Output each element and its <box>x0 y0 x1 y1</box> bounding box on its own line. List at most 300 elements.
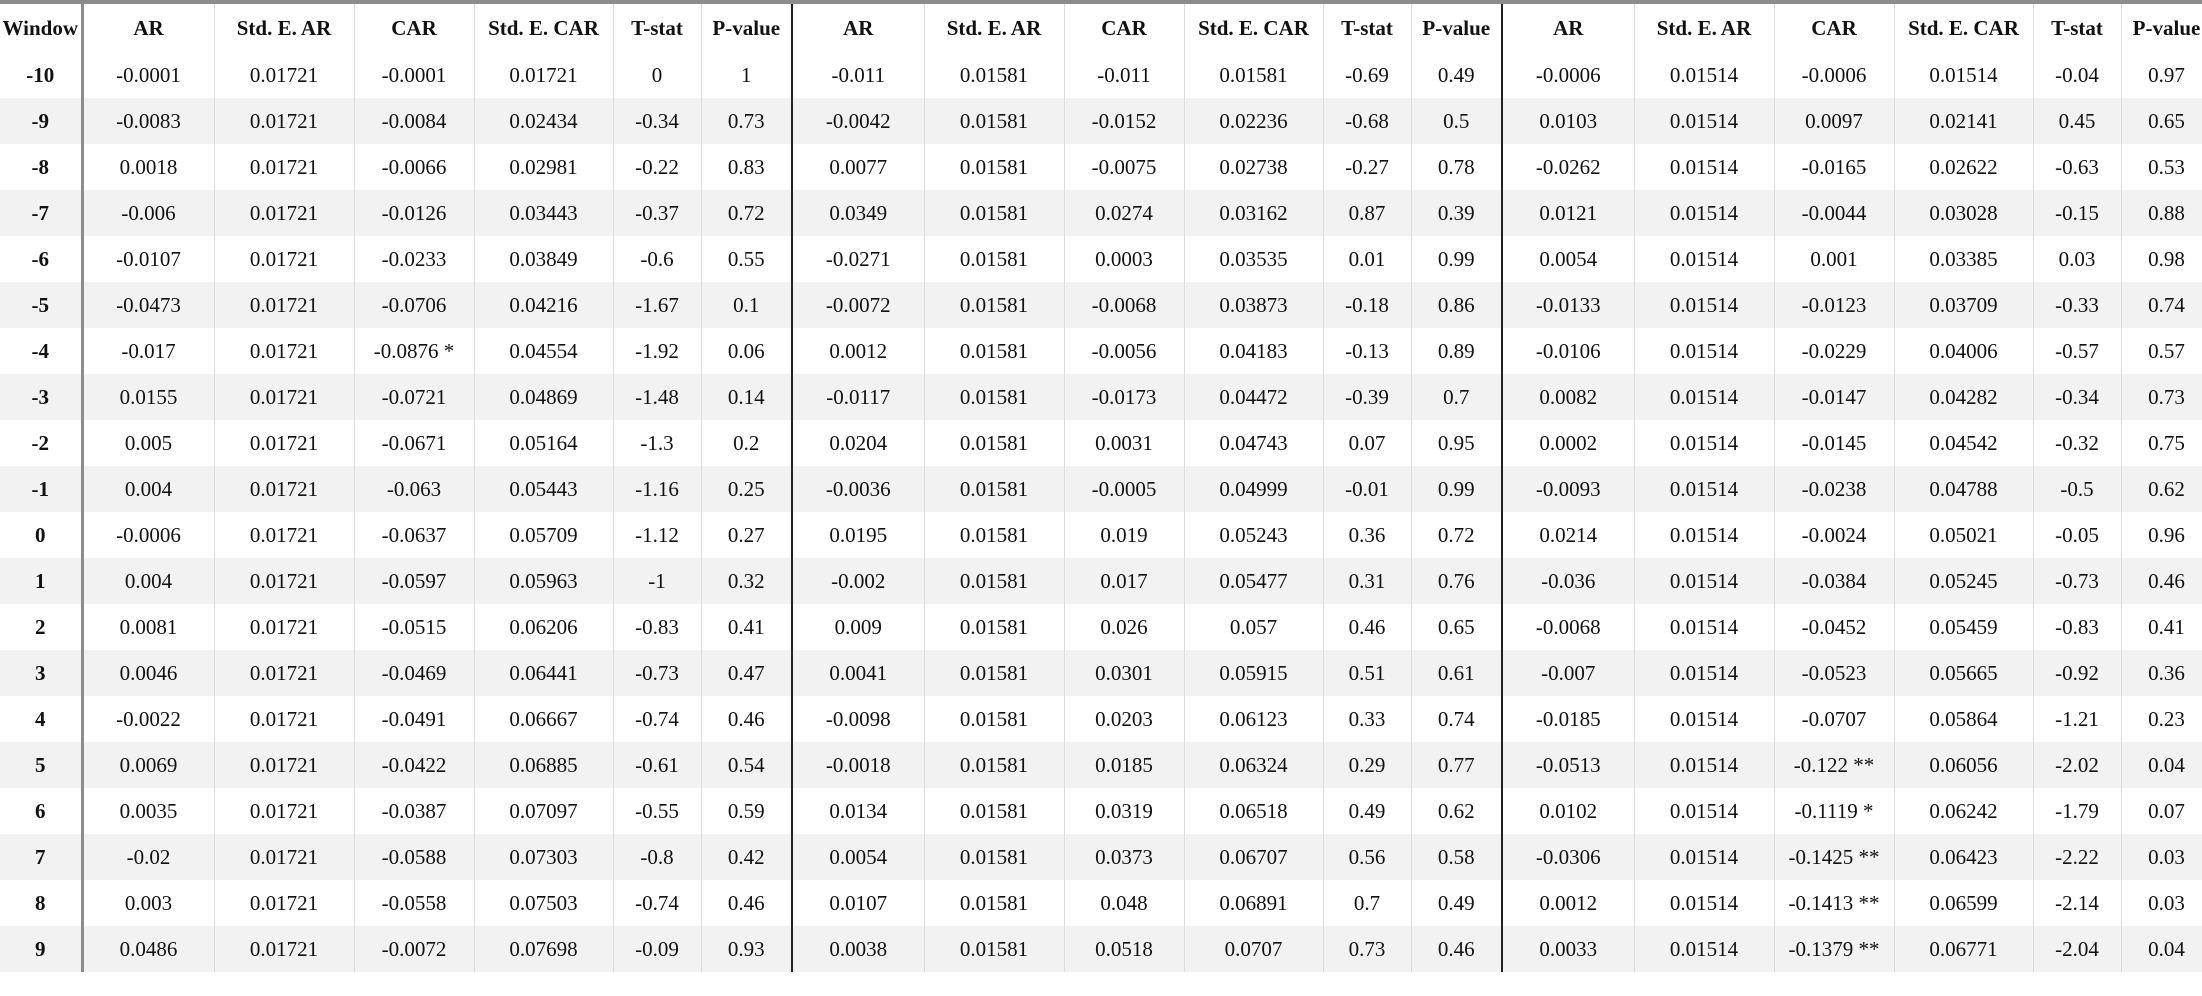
table-cell: 0.05443 <box>474 466 613 512</box>
table-cell: -0.0515 <box>354 604 474 650</box>
table-cell: -0.0229 <box>1774 328 1894 374</box>
table-cell: -0.39 <box>1323 374 1411 420</box>
table-cell: 0.057 <box>1184 604 1323 650</box>
table-row <box>0 144 2202 190</box>
table-cell: -0.0001 <box>82 52 214 98</box>
header-row <box>0 4 2202 52</box>
table-cell: -0.0262 <box>1502 144 1634 190</box>
header-p-value-g2: P-value <box>1411 4 1502 52</box>
table-cell: -0.1413 ** <box>1774 880 1894 926</box>
table-cell: -1.79 <box>2033 788 2121 834</box>
table-cell: 0.74 <box>1411 696 1502 742</box>
window-cell: 9 <box>0 926 82 972</box>
table-cell: 0.05915 <box>1184 650 1323 696</box>
table-cell: 0.05864 <box>1894 696 2033 742</box>
table-cell: -0.011 <box>792 52 924 98</box>
table-cell: 0.83 <box>701 144 792 190</box>
table-cell: 0.06771 <box>1894 926 2033 972</box>
table-cell: 0.05245 <box>1894 558 2033 604</box>
table-row <box>0 52 2202 98</box>
table-cell: 0.7 <box>1411 374 1502 420</box>
table-cell: 0.01721 <box>214 788 354 834</box>
table-cell: 0.04788 <box>1894 466 2033 512</box>
table-cell: 0.04542 <box>1894 420 2033 466</box>
table-cell: -0.007 <box>1502 650 1634 696</box>
table-cell: 0.0033 <box>1502 926 1634 972</box>
table-cell: 0.59 <box>701 788 792 834</box>
header-std-e-car-g1: Std. E. CAR <box>474 4 613 52</box>
table-cell: -0.0022 <box>82 696 214 742</box>
table-cell: -0.002 <box>792 558 924 604</box>
table-cell: -0.55 <box>613 788 701 834</box>
table-cell: 0.55 <box>701 236 792 282</box>
table-cell: 0.01514 <box>1634 742 1774 788</box>
table-cell: 0.41 <box>2121 604 2202 650</box>
table-cell: 0.01581 <box>924 696 1064 742</box>
table-cell: 0.01581 <box>924 282 1064 328</box>
table-cell: 0.003 <box>82 880 214 926</box>
table-cell: 0.0274 <box>1064 190 1184 236</box>
table-cell: -0.0068 <box>1502 604 1634 650</box>
table-cell: 0.54 <box>701 742 792 788</box>
table-cell: 0.01514 <box>1634 834 1774 880</box>
table-cell: -0.57 <box>2033 328 2121 374</box>
table-row <box>0 236 2202 282</box>
table-cell: -0.0384 <box>1774 558 1894 604</box>
table-cell: -0.0106 <box>1502 328 1634 374</box>
header-car-g2: CAR <box>1064 4 1184 52</box>
table-cell: -0.0422 <box>354 742 474 788</box>
table-cell: 0.05243 <box>1184 512 1323 558</box>
table-cell: 0.01721 <box>214 604 354 650</box>
table-cell: -0.6 <box>613 236 701 282</box>
table-cell: -0.0018 <box>792 742 924 788</box>
table-cell: 0.01514 <box>1634 696 1774 742</box>
table-cell: -0.0452 <box>1774 604 1894 650</box>
table-cell: 0.25 <box>701 466 792 512</box>
table-cell: -0.33 <box>2033 282 2121 328</box>
table-cell: 0.01581 <box>924 144 1064 190</box>
table-cell: -0.0706 <box>354 282 474 328</box>
table-row <box>0 190 2202 236</box>
table-cell: 0.96 <box>2121 512 2202 558</box>
window-cell: -2 <box>0 420 82 466</box>
table-cell: 0.46 <box>1411 926 1502 972</box>
table-cell: 0.01514 <box>1634 52 1774 98</box>
table-cell: -2.22 <box>2033 834 2121 880</box>
table-cell: -0.0473 <box>82 282 214 328</box>
table-cell: -0.0671 <box>354 420 474 466</box>
table-cell: -0.0152 <box>1064 98 1184 144</box>
table-cell: 0.01581 <box>924 236 1064 282</box>
table-cell: -0.0123 <box>1774 282 1894 328</box>
header-ar-g2: AR <box>792 4 924 52</box>
table-cell: -2.14 <box>2033 880 2121 926</box>
table-cell: 0.06891 <box>1184 880 1323 926</box>
table-cell: -0.0707 <box>1774 696 1894 742</box>
table-cell: 0.06667 <box>474 696 613 742</box>
table-cell: 0.01721 <box>214 512 354 558</box>
table-cell: 0.23 <box>2121 696 2202 742</box>
table-cell: 0.06206 <box>474 604 613 650</box>
table-cell: -0.0024 <box>1774 512 1894 558</box>
table-cell: -1.3 <box>613 420 701 466</box>
table-row <box>0 696 2202 742</box>
table-cell: 0.05477 <box>1184 558 1323 604</box>
table-cell: 0.56 <box>1323 834 1411 880</box>
table-cell: 0.0349 <box>792 190 924 236</box>
table-cell: 0.048 <box>1064 880 1184 926</box>
table-cell: 0.03443 <box>474 190 613 236</box>
table-cell: -0.0093 <box>1502 466 1634 512</box>
table-cell: 0.86 <box>1411 282 1502 328</box>
window-cell: 2 <box>0 604 82 650</box>
table-cell: 0.32 <box>701 558 792 604</box>
table-cell: 0.02738 <box>1184 144 1323 190</box>
table-cell: 0.49 <box>1411 52 1502 98</box>
event-study-table <box>0 4 2202 972</box>
table-cell: -0.18 <box>1323 282 1411 328</box>
table-cell: -1 <box>613 558 701 604</box>
header-t-stat-g1: T-stat <box>613 4 701 52</box>
table-cell: 0.01581 <box>924 190 1064 236</box>
table-cell: 0.017 <box>1064 558 1184 604</box>
table-cell: 0.01514 <box>1634 98 1774 144</box>
header-std-e-ar-g3: Std. E. AR <box>1634 4 1774 52</box>
table-cell: 0.0035 <box>82 788 214 834</box>
table-cell: -0.0006 <box>1502 52 1634 98</box>
table-cell: 0.01514 <box>1634 190 1774 236</box>
table-cell: 0.61 <box>1411 650 1502 696</box>
table-cell: -0.0005 <box>1064 466 1184 512</box>
window-cell: -1 <box>0 466 82 512</box>
table-row <box>0 834 2202 880</box>
table-cell: 0.01721 <box>214 558 354 604</box>
table-cell: 0.03535 <box>1184 236 1323 282</box>
table-cell: 0.009 <box>792 604 924 650</box>
table-cell: 0.0041 <box>792 650 924 696</box>
table-cell: 0.04216 <box>474 282 613 328</box>
table-cell: -0.0006 <box>1774 52 1894 98</box>
table-cell: 0.03 <box>2121 880 2202 926</box>
table-cell: -0.5 <box>2033 466 2121 512</box>
table-cell: 0.07698 <box>474 926 613 972</box>
table-row <box>0 926 2202 972</box>
table-cell: 0.46 <box>1323 604 1411 650</box>
table-cell: 0.75 <box>2121 420 2202 466</box>
table-cell: 0.01514 <box>1634 604 1774 650</box>
header-p-value-g1: P-value <box>701 4 792 52</box>
table-body <box>0 52 2202 972</box>
header-ar-g3: AR <box>1502 4 1634 52</box>
table-row <box>0 328 2202 374</box>
table-cell: 0.03028 <box>1894 190 2033 236</box>
table-cell: -0.22 <box>613 144 701 190</box>
table-cell: 0.31 <box>1323 558 1411 604</box>
table-cell: 0.0195 <box>792 512 924 558</box>
table-cell: -0.0876 * <box>354 328 474 374</box>
table-cell: 0.02141 <box>1894 98 2033 144</box>
table-cell: -0.09 <box>613 926 701 972</box>
table-cell: -0.73 <box>2033 558 2121 604</box>
table-cell: -0.006 <box>82 190 214 236</box>
table-cell: -0.0513 <box>1502 742 1634 788</box>
table-row <box>0 282 2202 328</box>
table-cell: 0.01721 <box>214 52 354 98</box>
table-cell: -0.0068 <box>1064 282 1184 328</box>
table-cell: 0.01581 <box>924 466 1064 512</box>
header-std-e-ar-g2: Std. E. AR <box>924 4 1064 52</box>
table-cell: -0.0006 <box>82 512 214 558</box>
table-cell: 0.0185 <box>1064 742 1184 788</box>
table-cell: 0.01721 <box>214 880 354 926</box>
table-cell: -0.0072 <box>792 282 924 328</box>
table-cell: 0.27 <box>701 512 792 558</box>
window-cell: 7 <box>0 834 82 880</box>
window-header: Window <box>0 4 82 52</box>
table-cell: -0.83 <box>613 604 701 650</box>
table-cell: 0.01581 <box>924 512 1064 558</box>
table-cell: 0.04554 <box>474 328 613 374</box>
header-car-g1: CAR <box>354 4 474 52</box>
table-cell: 0.53 <box>2121 144 2202 190</box>
table-cell: 0.0214 <box>1502 512 1634 558</box>
table-cell: 0.33 <box>1323 696 1411 742</box>
table-cell: -0.0001 <box>354 52 474 98</box>
header-car-g3: CAR <box>1774 4 1894 52</box>
table-cell: 0.57 <box>2121 328 2202 374</box>
table-cell: 0.2 <box>701 420 792 466</box>
window-cell: 5 <box>0 742 82 788</box>
table-cell: -0.063 <box>354 466 474 512</box>
table-cell: 0.87 <box>1323 190 1411 236</box>
table-cell: 0.0077 <box>792 144 924 190</box>
table-cell: 0.01514 <box>1634 144 1774 190</box>
table-cell: -0.0469 <box>354 650 474 696</box>
table-cell: 0.06324 <box>1184 742 1323 788</box>
table-cell: 0.0518 <box>1064 926 1184 972</box>
window-cell: 8 <box>0 880 82 926</box>
table-row <box>0 512 2202 558</box>
table-cell: 0.07 <box>2121 788 2202 834</box>
table-cell: -0.0066 <box>354 144 474 190</box>
table-cell: 0.01721 <box>474 52 613 98</box>
table-cell: 0.01514 <box>1634 236 1774 282</box>
table-cell: 0.0373 <box>1064 834 1184 880</box>
table-cell: 0.73 <box>1323 926 1411 972</box>
table-row <box>0 788 2202 834</box>
table-cell: 0.04 <box>2121 742 2202 788</box>
table-cell: 0.0319 <box>1064 788 1184 834</box>
table-cell: 0.42 <box>701 834 792 880</box>
table-cell: 0.06 <box>701 328 792 374</box>
table-cell: 0.02622 <box>1894 144 2033 190</box>
table-cell: 0.04183 <box>1184 328 1323 374</box>
table-cell: 0.001 <box>1774 236 1894 282</box>
table-cell: 0 <box>613 52 701 98</box>
table-cell: 0.72 <box>1411 512 1502 558</box>
table-cell: 0.07303 <box>474 834 613 880</box>
table-cell: -0.036 <box>1502 558 1634 604</box>
table-cell: -0.0126 <box>354 190 474 236</box>
window-cell: 4 <box>0 696 82 742</box>
table-cell: 0.88 <box>2121 190 2202 236</box>
table-cell: -0.0098 <box>792 696 924 742</box>
table-cell: -0.0306 <box>1502 834 1634 880</box>
table-cell: 0.76 <box>1411 558 1502 604</box>
table-cell: -0.83 <box>2033 604 2121 650</box>
table-cell: 0.01581 <box>924 742 1064 788</box>
table-cell: 0.03162 <box>1184 190 1323 236</box>
table-cell: -0.0036 <box>792 466 924 512</box>
table-cell: -1.21 <box>2033 696 2121 742</box>
table-cell: 0.01581 <box>1184 52 1323 98</box>
table-cell: -0.1119 * <box>1774 788 1894 834</box>
window-cell: -6 <box>0 236 82 282</box>
table-cell: 0.36 <box>2121 650 2202 696</box>
table-cell: 0.01721 <box>214 650 354 696</box>
table-cell: -0.0558 <box>354 880 474 926</box>
table-cell: 0.0031 <box>1064 420 1184 466</box>
table-cell: 0.01721 <box>214 282 354 328</box>
table-cell: -1.16 <box>613 466 701 512</box>
table-cell: 0.01581 <box>924 420 1064 466</box>
table-cell: 0.01514 <box>1634 420 1774 466</box>
table-cell: 0.46 <box>701 880 792 926</box>
table-cell: 0.0121 <box>1502 190 1634 236</box>
table-cell: 0.01514 <box>1634 466 1774 512</box>
table-cell: 0.58 <box>1411 834 1502 880</box>
window-cell: 6 <box>0 788 82 834</box>
table-cell: 0.0134 <box>792 788 924 834</box>
table-cell: 0.01581 <box>924 604 1064 650</box>
table-cell: -0.0072 <box>354 926 474 972</box>
table-cell: 0.06423 <box>1894 834 2033 880</box>
table-cell: -0.73 <box>613 650 701 696</box>
table-cell: -0.0056 <box>1064 328 1184 374</box>
table-cell: 0.46 <box>701 696 792 742</box>
table-cell: 0.06123 <box>1184 696 1323 742</box>
window-cell: -10 <box>0 52 82 98</box>
table-cell: 0.01721 <box>214 696 354 742</box>
table-cell: 0.02236 <box>1184 98 1323 144</box>
table-cell: 0.0204 <box>792 420 924 466</box>
table-cell: -0.34 <box>613 98 701 144</box>
window-cell: 3 <box>0 650 82 696</box>
table-cell: 0.05164 <box>474 420 613 466</box>
table-cell: 0.62 <box>1411 788 1502 834</box>
table-cell: 0.51 <box>1323 650 1411 696</box>
table-cell: 0.49 <box>1323 788 1411 834</box>
table-cell: 0.01581 <box>924 926 1064 972</box>
table-cell: 0.01514 <box>1634 282 1774 328</box>
table-cell: 0.01721 <box>214 374 354 420</box>
table-cell: 0.004 <box>82 558 214 604</box>
table-cell: -1.67 <box>613 282 701 328</box>
table-cell: -0.122 ** <box>1774 742 1894 788</box>
table-cell: -0.15 <box>2033 190 2121 236</box>
table-cell: -0.0491 <box>354 696 474 742</box>
window-cell: -4 <box>0 328 82 374</box>
table-cell: 0.89 <box>1411 328 1502 374</box>
header-p-value-g3: P-value <box>2121 4 2202 52</box>
table-cell: 0.29 <box>1323 742 1411 788</box>
table-cell: 0.01721 <box>214 328 354 374</box>
table-cell: 0.01514 <box>1634 512 1774 558</box>
table-cell: 0.1 <box>701 282 792 328</box>
table-cell: 0.03873 <box>1184 282 1323 328</box>
table-cell: 0.47 <box>701 650 792 696</box>
table-cell: 0.01581 <box>924 558 1064 604</box>
table-cell: 0.06242 <box>1894 788 2033 834</box>
table-cell: 0.41 <box>701 604 792 650</box>
table-row <box>0 420 2202 466</box>
table-cell: 0.06707 <box>1184 834 1323 880</box>
table-cell: 0.04 <box>2121 926 2202 972</box>
window-cell: 1 <box>0 558 82 604</box>
table-cell: 0.04282 <box>1894 374 2033 420</box>
table-cell: 0.01514 <box>1634 880 1774 926</box>
table-cell: 0.0102 <box>1502 788 1634 834</box>
table-cell: -1.48 <box>613 374 701 420</box>
table-cell: 0.06885 <box>474 742 613 788</box>
window-cell: -5 <box>0 282 82 328</box>
table-cell: 0.78 <box>1411 144 1502 190</box>
header-t-stat-g3: T-stat <box>2033 4 2121 52</box>
table-cell: -0.0147 <box>1774 374 1894 420</box>
table-cell: 0.05665 <box>1894 650 2033 696</box>
table-cell: -0.0185 <box>1502 696 1634 742</box>
table-cell: 0.01721 <box>214 98 354 144</box>
table-cell: 0.93 <box>701 926 792 972</box>
table-cell: 0.0012 <box>792 328 924 374</box>
table-cell: -0.0044 <box>1774 190 1894 236</box>
table-cell: 0.03 <box>2033 236 2121 282</box>
table-cell: 0.73 <box>701 98 792 144</box>
table-cell: 0.03 <box>2121 834 2202 880</box>
table-cell: -0.92 <box>2033 650 2121 696</box>
table-cell: 0.0002 <box>1502 420 1634 466</box>
table-cell: 0.0003 <box>1064 236 1184 282</box>
table-cell: -0.0597 <box>354 558 474 604</box>
table-cell: 0.0018 <box>82 144 214 190</box>
table-row <box>0 98 2202 144</box>
table-cell: 0.0054 <box>792 834 924 880</box>
table-cell: 0.03709 <box>1894 282 2033 328</box>
table-cell: 0.98 <box>2121 236 2202 282</box>
table-cell: 0.99 <box>1411 236 1502 282</box>
table-cell: -0.0637 <box>354 512 474 558</box>
table-cell: 0.0301 <box>1064 650 1184 696</box>
table-cell: 0.01721 <box>214 466 354 512</box>
table-cell: 0.01514 <box>1634 374 1774 420</box>
table-cell: 0.0046 <box>82 650 214 696</box>
table-cell: 0.01581 <box>924 834 1064 880</box>
table-cell: 0.01721 <box>214 742 354 788</box>
table-cell: -0.05 <box>2033 512 2121 558</box>
table-cell: -0.011 <box>1064 52 1184 98</box>
table-row <box>0 374 2202 420</box>
table-cell: 0.004 <box>82 466 214 512</box>
table-cell: 0.01721 <box>214 190 354 236</box>
table-cell: 0.0103 <box>1502 98 1634 144</box>
table-cell: -0.0042 <box>792 98 924 144</box>
table-cell: 0.7 <box>1323 880 1411 926</box>
table-cell: 0.0082 <box>1502 374 1634 420</box>
table-cell: 0.01581 <box>924 374 1064 420</box>
table-cell: 0.0107 <box>792 880 924 926</box>
table-cell: 0.05963 <box>474 558 613 604</box>
